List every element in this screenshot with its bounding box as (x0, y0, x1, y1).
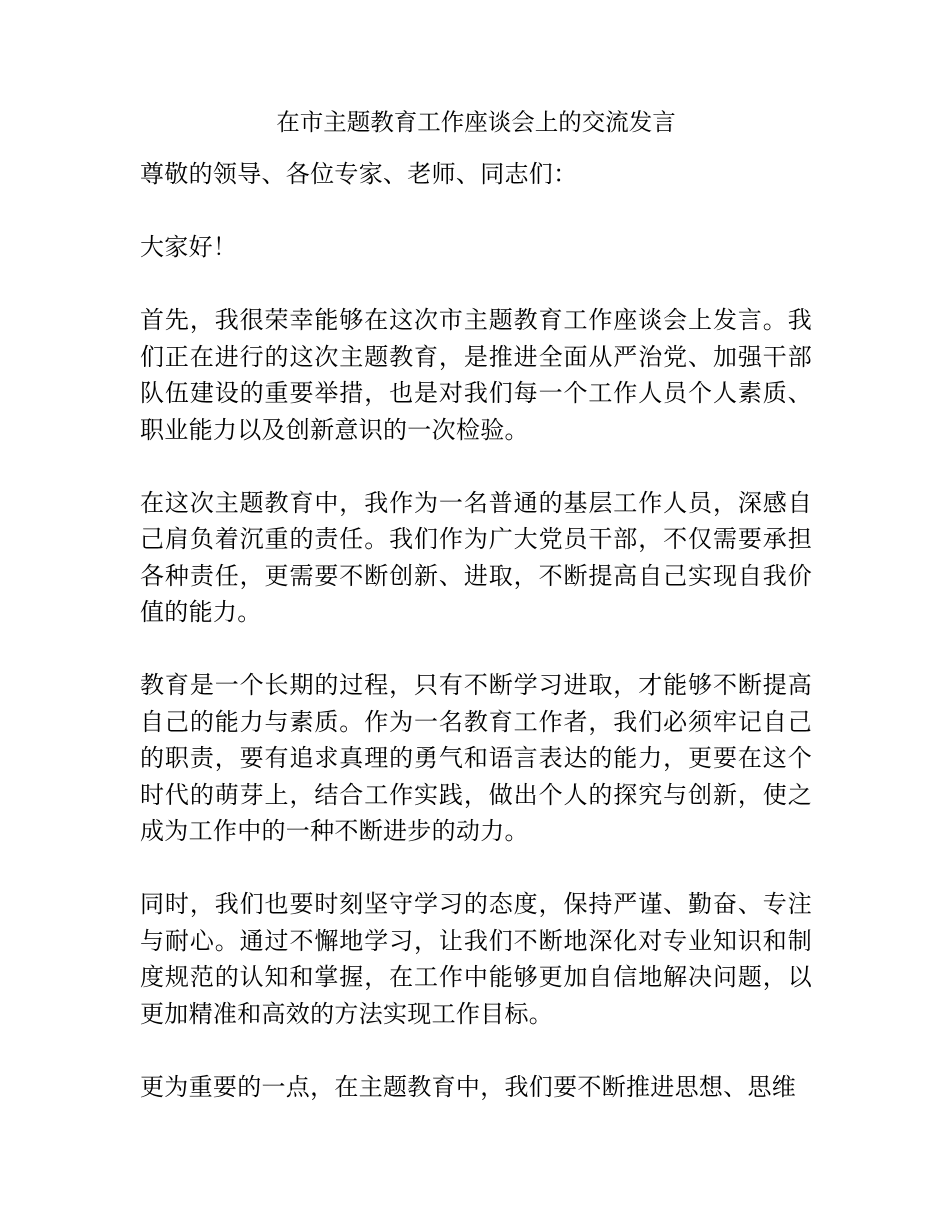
paragraph-3: 教育是一个长期的过程，只有不断学习进取，才能够不断提高自己的能力与素质。作为一名教育工作者，我们必须牢记自己的职责，要有追求真理的勇气和语言表达的能力，更要在这个时代的萌芽上，结合工作实践，做出个人的探究与创新，使之成为工作中的一种不断进步的动力。 (140, 671, 812, 845)
paragraph-1: 首先，我很荣幸能够在这次市主题教育工作座谈会上发言。我们正在进行的这次主题教育，是推进全面从严治党、加强干部队伍建设的重要举措，也是对我们每一个工作人员个人素质、职业能力以及创新意识的一次检验。 (140, 306, 812, 444)
paragraph-5: 更为重要的一点，在主题教育中，我们要不断推进思想、思维 (140, 1072, 797, 1101)
salutation: 尊敬的领导、各位专家、老师、同志们： (140, 160, 578, 188)
paragraph-4: 同时，我们也要时刻坚守学习的态度，保持严谨、勤奋、专注与耐心。通过不懈地学习，让我们不断地深化对专业知识和制度规范的认知和掌握，在工作中能够更加自信地解决问题，以更加精准和高效的方法实现工作目标。 (140, 890, 812, 1028)
document-body (140, 104, 812, 1105)
greeting: 大家好！ (140, 233, 238, 261)
document-title: 在市主题教育工作座谈会上的交流发言 (276, 108, 676, 136)
paragraph-2: 在这次主题教育中，我作为一名普通的基层工作人员，深感自己肩负着沉重的责任。我们作为广大党员干部，不仅需要承担各种责任，更需要不断创新、进取，不断提高自己实现自我价值的能力。 (140, 488, 812, 626)
